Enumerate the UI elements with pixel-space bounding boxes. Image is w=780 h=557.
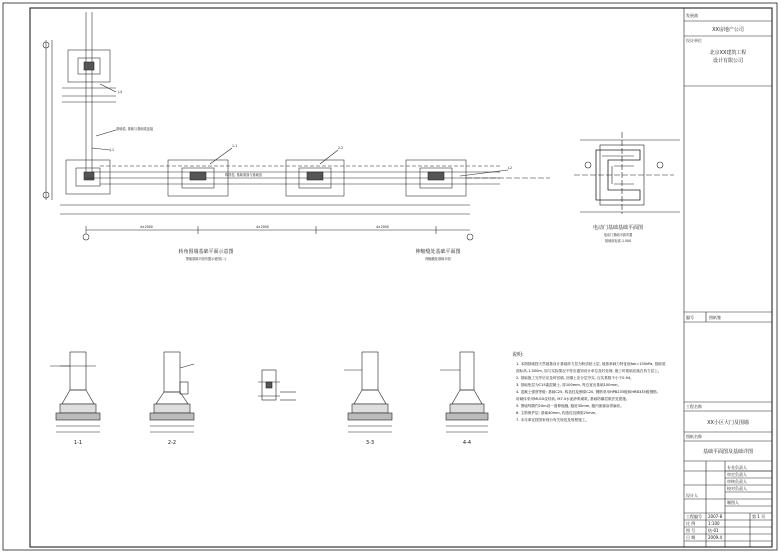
sign-row-3: 校对负责人 — [727, 486, 747, 491]
plan1-title: 转角围墙基础平面示意图 — [178, 249, 234, 255]
plan-wall-foundation — [43, 12, 550, 240]
note-line-8: 7. 未尽事宜按国家现行有关规范及规程施工。 — [516, 418, 589, 422]
plan-gate-foundation-text — [593, 224, 643, 243]
section-beam-detail — [258, 370, 296, 400]
sign-row-0: 专业负责人 — [727, 465, 747, 470]
sign-row-1: 审定负责人 — [727, 472, 747, 477]
section-label-3: 3-3 — [365, 440, 375, 446]
version-label: 日 期 — [686, 535, 696, 540]
section-label-4: 4-4 — [462, 440, 472, 446]
sign-row-4: 设计人 — [686, 493, 698, 498]
section-label-2: 2-2 — [167, 440, 177, 446]
section-3-3 — [344, 352, 392, 432]
plan2-sub: 伸缩缝处基础平面 — [425, 257, 451, 261]
owner-name: XX房地产公司 — [712, 27, 744, 33]
designer-label: 设计单位 — [686, 38, 702, 43]
date-label: 工程编号 — [686, 514, 702, 519]
plan1-sub: 围墙基础平面布置示意图(二) — [185, 257, 227, 261]
callout-j2: J-2 — [508, 166, 513, 170]
dim-2000c: 4×2000 — [376, 225, 389, 229]
scale-value: 1:100 — [708, 521, 720, 526]
version-value: 2009.4 — [708, 535, 722, 540]
note-line-1: 面标高-1.500m, 如与实际情况不符应通知设计单位及时处理. 施工时基础应落在持力层上。 — [516, 369, 662, 373]
section-2-2 — [150, 352, 194, 432]
scale-label: 比 例 — [686, 521, 696, 526]
page-label: 第 1 页 — [752, 514, 766, 519]
plan3-sub1: 电动门基础平面布置 — [603, 233, 633, 237]
note-line-2: 2. 基础施工完毕后应及时回填, 回填土应分层夯实, 压实系数不小于0.94。 — [516, 376, 634, 380]
note-line-3: 3. 基础垫层为C15素混凝土, 厚100mm, 每边宽出基础100mm。 — [516, 383, 622, 387]
section-label-1: 1-1 — [73, 440, 83, 446]
sheet-value: 结-01 — [708, 528, 719, 533]
section-4-4 — [440, 352, 488, 432]
note-line-7: 6. 主筋保护层: 基础40mm, 构造柱及圈梁25mm。 — [516, 411, 599, 415]
callout-j1: J-1 — [110, 148, 115, 152]
plan-gate-foundation — [574, 132, 680, 214]
dim-2000b: 4×2000 — [256, 225, 269, 229]
callout-j4: J-4 — [118, 90, 123, 94]
drawing-label: 图纸名称 — [686, 434, 702, 439]
sign-row-5: 制图人 — [727, 500, 739, 505]
column-note: 构造柱, 基础梁面与基础顶 — [225, 173, 263, 177]
designer-line1: 北京XX建筑工程 — [709, 50, 747, 56]
plan3-sub2: 基础底标高-1.500 — [604, 239, 632, 243]
note-line-5: 砖砌体采用MU10烧结砖, M7.5水泥砂浆砌筑, 基础防潮层做法见建施。 — [516, 397, 630, 401]
owner-label: 发展商 — [686, 13, 698, 18]
note-line-6: 5. 围墙每隔约20m设一道伸缩缝, 缝宽30mm, 缝内嵌塞沥青麻丝。 — [516, 404, 624, 408]
note-line-0: 1. 本图基础按天然地基设计基础持力层为粉质粘土层, 地基承载力特征值fak=150kPa, 基础底 — [516, 362, 666, 366]
note-line-4: 4. 混凝土强度等级: 基础C25, 构造柱及圈梁C20, 钢筋采用HPB235级和HRB335级钢筋。 — [516, 390, 661, 394]
drawing-name: 基础平面图及基础详图 — [702, 449, 754, 455]
plan3-title: 电动门基础基础平面图 — [592, 225, 644, 231]
project-label: 工程名称 — [686, 404, 702, 409]
project-name: XX小区大门及围墙 — [707, 420, 749, 426]
plan2-title: 伸缩缝处基础平面图 — [415, 249, 461, 255]
callout-1-1: 1-1 — [232, 144, 238, 148]
designer-line2: 设计有限公司 — [712, 58, 744, 64]
notes-heading: 说明: — [512, 352, 524, 358]
inner-border — [30, 8, 772, 547]
design-no-value: 图纸签 — [709, 315, 721, 320]
beam-note: 基础梁, 基础与基础梁连接 — [116, 127, 154, 131]
callout-2-2: 2-2 — [338, 146, 344, 150]
general-notes — [512, 351, 666, 422]
outer-border — [3, 3, 777, 550]
section-1-1 — [50, 352, 100, 432]
sheet-label: 图 号 — [686, 528, 696, 533]
design-no-label: 编号 — [686, 315, 694, 320]
dim-2000a: 4×2000 — [140, 225, 153, 229]
sign-row-2: 审核负责人 — [727, 479, 747, 484]
date-value: 2007-8 — [708, 514, 723, 519]
